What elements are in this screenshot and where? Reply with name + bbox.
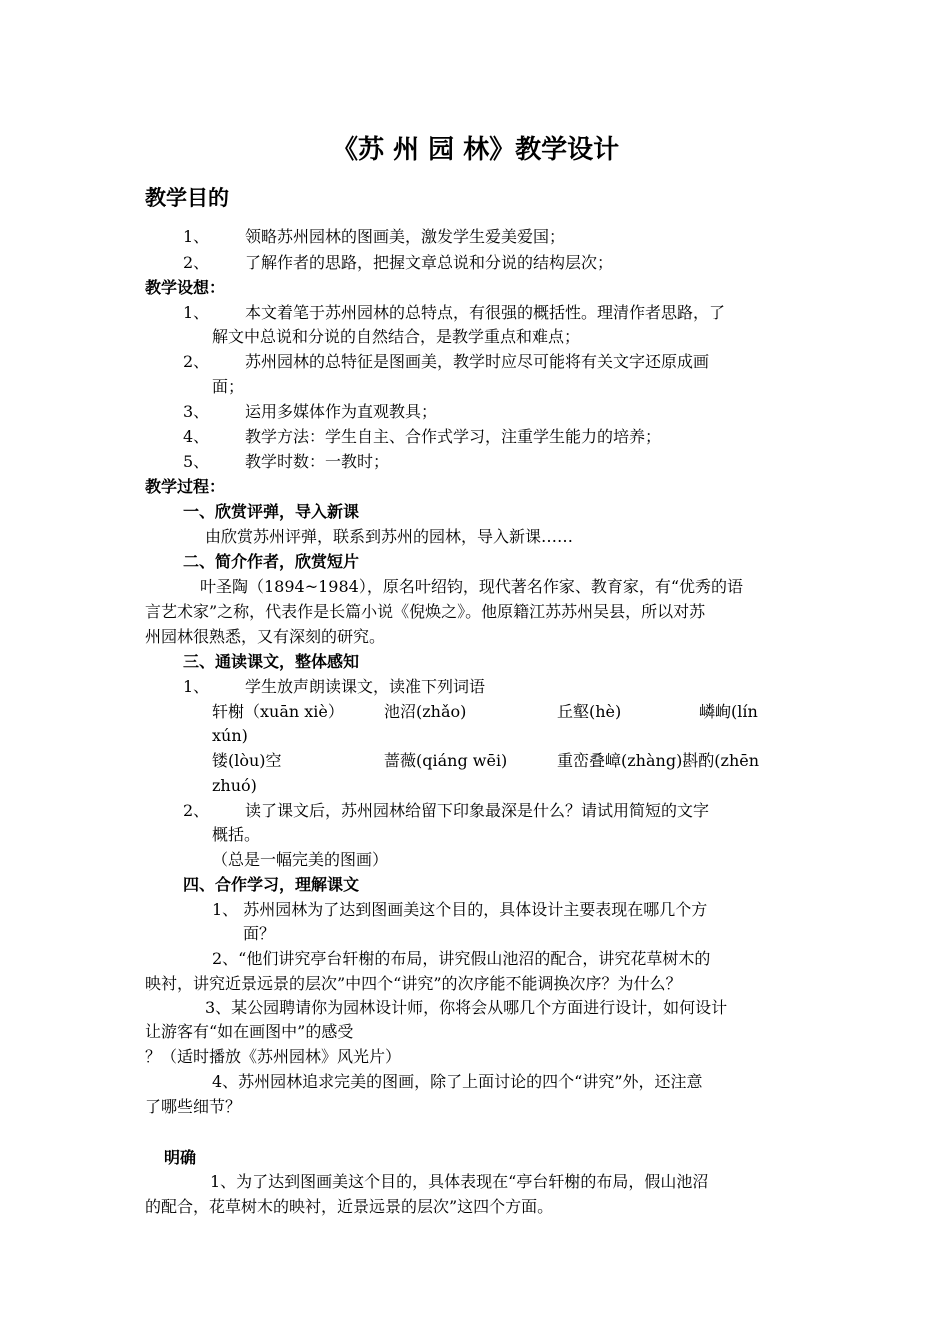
idea-item-2-line2: 面； [212, 377, 245, 396]
vocab-word-cont: xún) [212, 726, 248, 745]
vocab-word: 嶙峋(lín [699, 702, 758, 721]
read-q2-answer: （总是一幅完美的图画） [212, 850, 389, 869]
study-q2-line2: 映衬，讲究近景远景的层次”中四个“讲究”的次序能不能调换次序？为什么？ [145, 974, 682, 993]
author-intro-line-2: 言艺术家”之称，代表作是长篇小说《倪焕之》。他原籍江苏苏州吴县，所以对苏 [145, 602, 706, 621]
answer-line1: 1、为了达到图画美这个目的，具体表现在“亭台轩榭的布局，假山池沼 [210, 1172, 709, 1191]
idea-item-4-line1: 教学方法：学生自主、合作式学习，注重学生能力的培养； [245, 427, 662, 446]
vocab-word: 蔷薇(qiáng wēi) [384, 751, 508, 770]
idea-item-3-line1: 运用多媒体作为直观教具； [245, 402, 438, 421]
study-q1-line1: 1、 苏州园林为了达到图画美这个目的，具体设计主要表现在哪几个方 [212, 900, 708, 919]
vocab-word-cont: zhuó) [212, 776, 257, 795]
study-q4-line1: 4、苏州园林追求完美的图画，除了上面讨论的四个“讲究”外，还注意 [212, 1072, 703, 1091]
subsection-heading-1: 一、欣赏评弹，导入新课 [183, 502, 360, 521]
study-q3-line1: 3、某公园聘请你为园林设计师，你将会从哪几个方面进行设计，如何设计 [205, 998, 728, 1017]
idea-item-2-num: 2、 [183, 352, 210, 371]
idea-item-1-line2: 解文中总说和分说的自然结合，是教学重点和难点； [212, 327, 581, 346]
vocab-word: 丘壑(hè) [557, 702, 622, 721]
idea-item-3-num: 3、 [183, 402, 210, 421]
study-q4-line2: 了哪些细节？ [145, 1097, 242, 1116]
idea-item-5-num: 5、 [183, 452, 210, 471]
study-q3-line3: ？（适时播放《苏州园林》风光片） [145, 1047, 402, 1066]
document-title: 《苏 州 园 林》教学设计 [332, 135, 620, 165]
vocab-word: 镂(lòu)空 [212, 751, 282, 770]
vocab-word: 重峦叠嶂(zhàng)斟酌(zhēn [557, 751, 760, 770]
idea-item-4-num: 4、 [183, 427, 210, 446]
idea-item-2-line1: 苏州园林的总特征是图画美，教学时应尽可能将有关文字还原成画 [245, 352, 710, 371]
read-q1-text: 学生放声朗读课文，读准下列词语 [245, 677, 486, 696]
section-heading-idea: 教学设想： [145, 278, 226, 297]
goal-item-1-num: 1、 [183, 227, 210, 246]
vocab-word: 轩榭（xuān xiè） [212, 702, 344, 721]
section-heading-process: 教学过程： [145, 477, 226, 496]
study-q1-line2: 面？ [243, 924, 276, 943]
answer-line2: 的配合，花草树木的映衬，近景远景的层次”这四个方面。 [145, 1197, 554, 1216]
goal-item-1-text: 领略苏州园林的图画美，激发学生爱美爱国； [245, 227, 566, 246]
idea-item-1-num: 1、 [183, 303, 210, 322]
idea-item-5-line1: 教学时数：一教时； [245, 452, 390, 471]
read-q1-num: 1、 [183, 677, 210, 696]
study-q3-line2: 让游客有“如在画图中”的感受 [145, 1022, 354, 1041]
subsection-heading-3: 三、通读课文，整体感知 [183, 652, 360, 671]
read-q2-line1: 读了课文后，苏州园林给留下印象最深是什么？请试用简短的文字 [245, 801, 710, 820]
goal-item-2-num: 2、 [183, 253, 210, 272]
subsection-1-text: 由欣赏苏州评弹，联系到苏州的园林，导入新课…… [205, 527, 574, 546]
read-q2-num: 2、 [183, 801, 210, 820]
author-intro-line-3: 州园林很熟悉，又有深刻的研究。 [145, 627, 386, 646]
subsection-heading-4: 四、合作学习，理解课文 [183, 875, 360, 894]
author-intro-line-1: 叶圣陶（1894~1984），原名叶绍钧，现代著名作家、教育家，有“优秀的语 [200, 577, 744, 596]
study-q2-line1: 2、“他们讲究亭台轩榭的布局，讲究假山池沼的配合，讲究花草树木的 [212, 949, 711, 968]
subsection-heading-2: 二、简介作者，欣赏短片 [183, 552, 360, 571]
section-heading-goal: 教学目的 [145, 186, 229, 210]
vocab-word: 池沼(zhǎo) [384, 702, 467, 721]
idea-item-1-line1: 本文着笔于苏州园林的总特点，有很强的概括性。理清作者思路，了 [245, 303, 726, 322]
read-q2-line2: 概括。 [212, 825, 261, 844]
answer-heading: 明确 [164, 1148, 197, 1167]
goal-item-2-text: 了解作者的思路，把握文章总说和分说的结构层次； [245, 253, 614, 272]
